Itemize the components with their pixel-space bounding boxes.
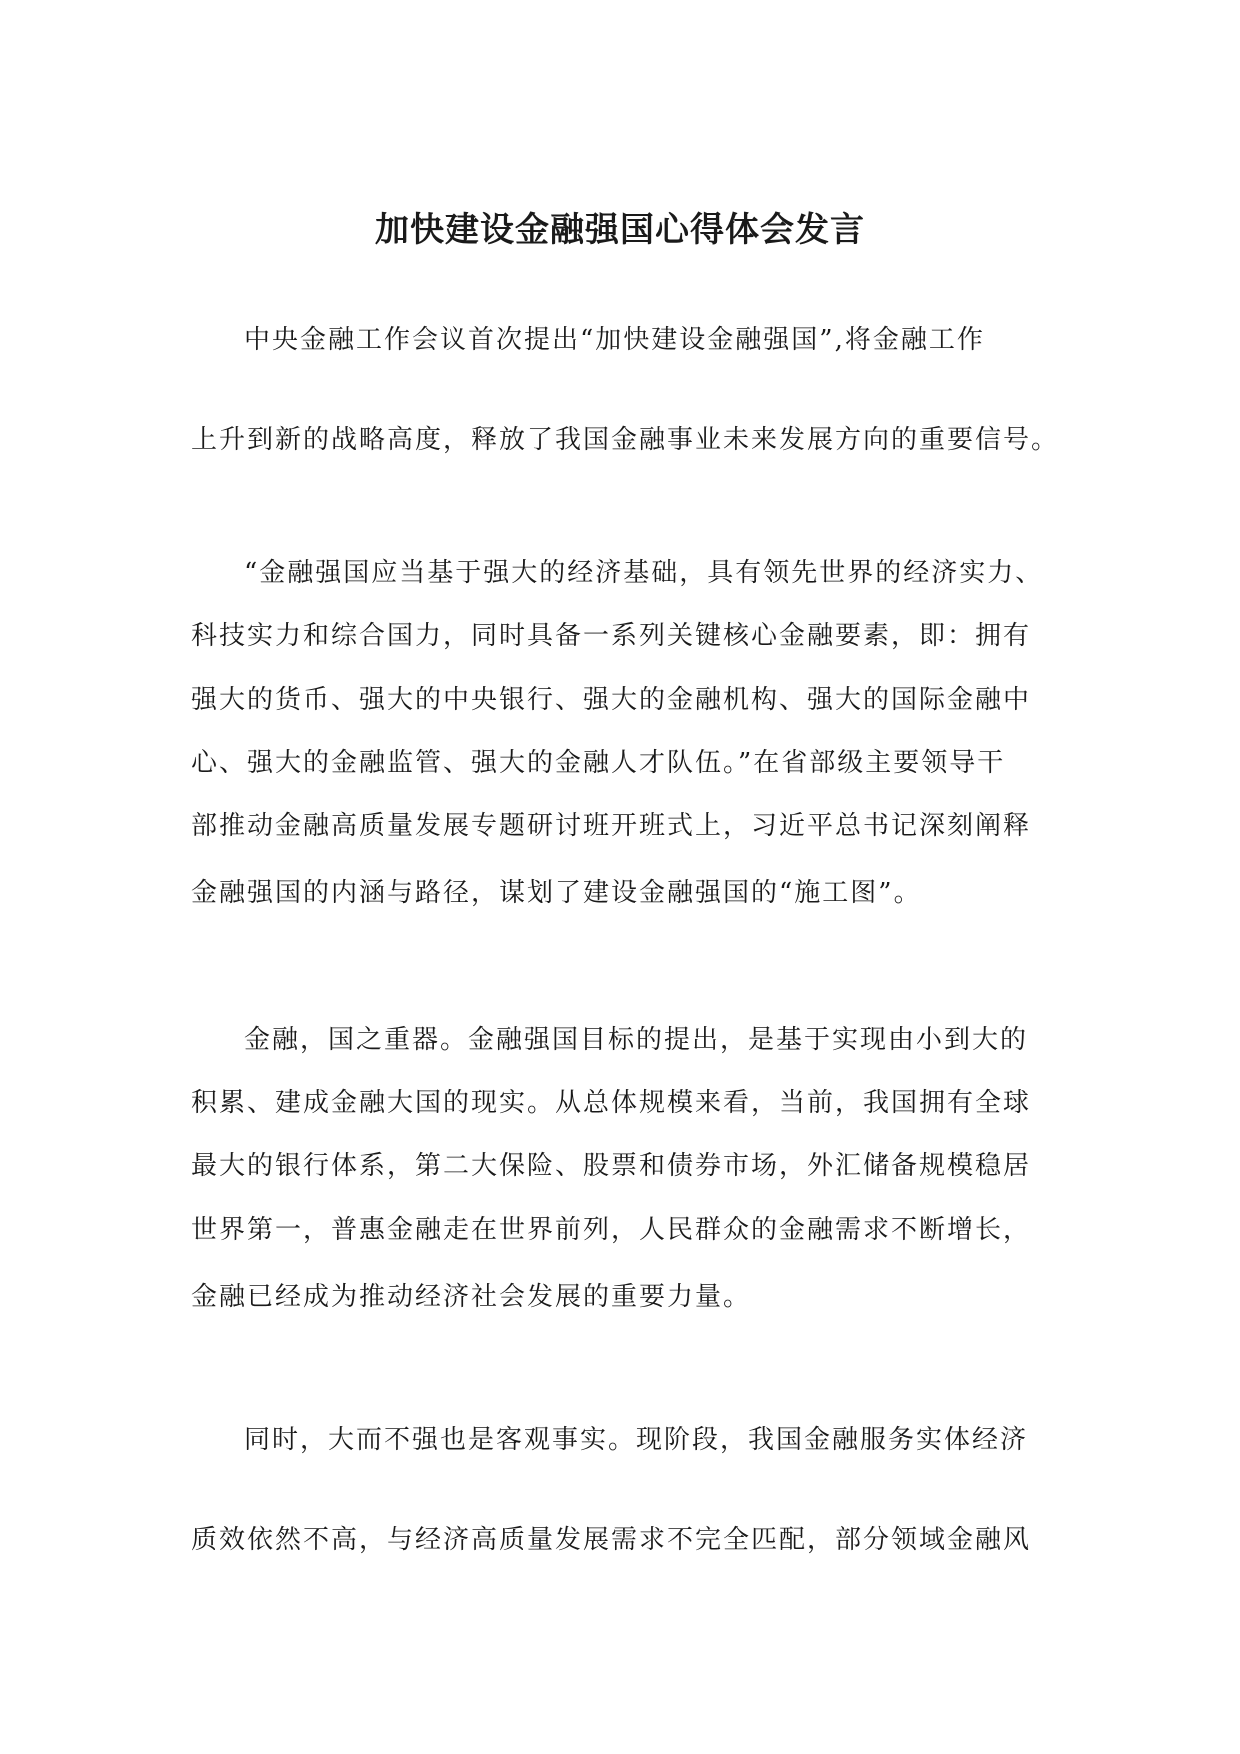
paragraph-line: 金融强国的内涵与路径，谋划了建设金融强国的“施工图”。 xyxy=(191,878,922,908)
paragraph-line: 强大的货币、强大的中央银行、强大的金融机构、强大的国际金融中 xyxy=(191,685,1032,715)
paragraph-line: 最大的银行体系，第二大保险、股票和债券市场，外汇储备规模稳居 xyxy=(191,1151,1032,1181)
paragraph-line: 心、强大的金融监管、强大的金融人才队伍。”在省部级主要领导干 xyxy=(191,748,1006,778)
paragraph-line: 质效依然不高，与经济高质量发展需求不完全匹配，部分领域金融风 xyxy=(191,1525,1032,1555)
document-title: 加快建设金融强国心得体会发言 xyxy=(375,210,865,250)
paragraph-line: 科技实力和综合国力，同时具备一系列关键核心金融要素，即：拥有 xyxy=(191,621,1032,651)
paragraph-line: 上升到新的战略高度，释放了我国金融事业未来发展方向的重要信号。 xyxy=(191,425,1060,455)
paragraph-line: 金融已经成为推动经济社会发展的重要力量。 xyxy=(191,1282,752,1312)
paragraph-line: 积累、建成金融大国的现实。从总体规模来看，当前，我国拥有全球 xyxy=(191,1088,1032,1118)
paragraph-line: 中央金融工作会议首次提出“加快建设金融强国”,将金融工作 xyxy=(244,325,985,355)
paragraph-line: 金融，国之重器。金融强国目标的提出，是基于实现由小到大的 xyxy=(244,1025,1029,1055)
paragraph-line: “金融强国应当基于强大的经济基础，具有领先世界的经济实力、 xyxy=(244,558,1044,588)
paragraph-line: 同时，大而不强也是客观事实。现阶段，我国金融服务实体经济 xyxy=(244,1425,1029,1455)
paragraph-line: 世界第一，普惠金融走在世界前列，人民群众的金融需求不断增长， xyxy=(191,1215,1032,1245)
paragraph-line: 部推动金融高质量发展专题研讨班开班式上，习近平总书记深刻阐释 xyxy=(191,811,1032,841)
